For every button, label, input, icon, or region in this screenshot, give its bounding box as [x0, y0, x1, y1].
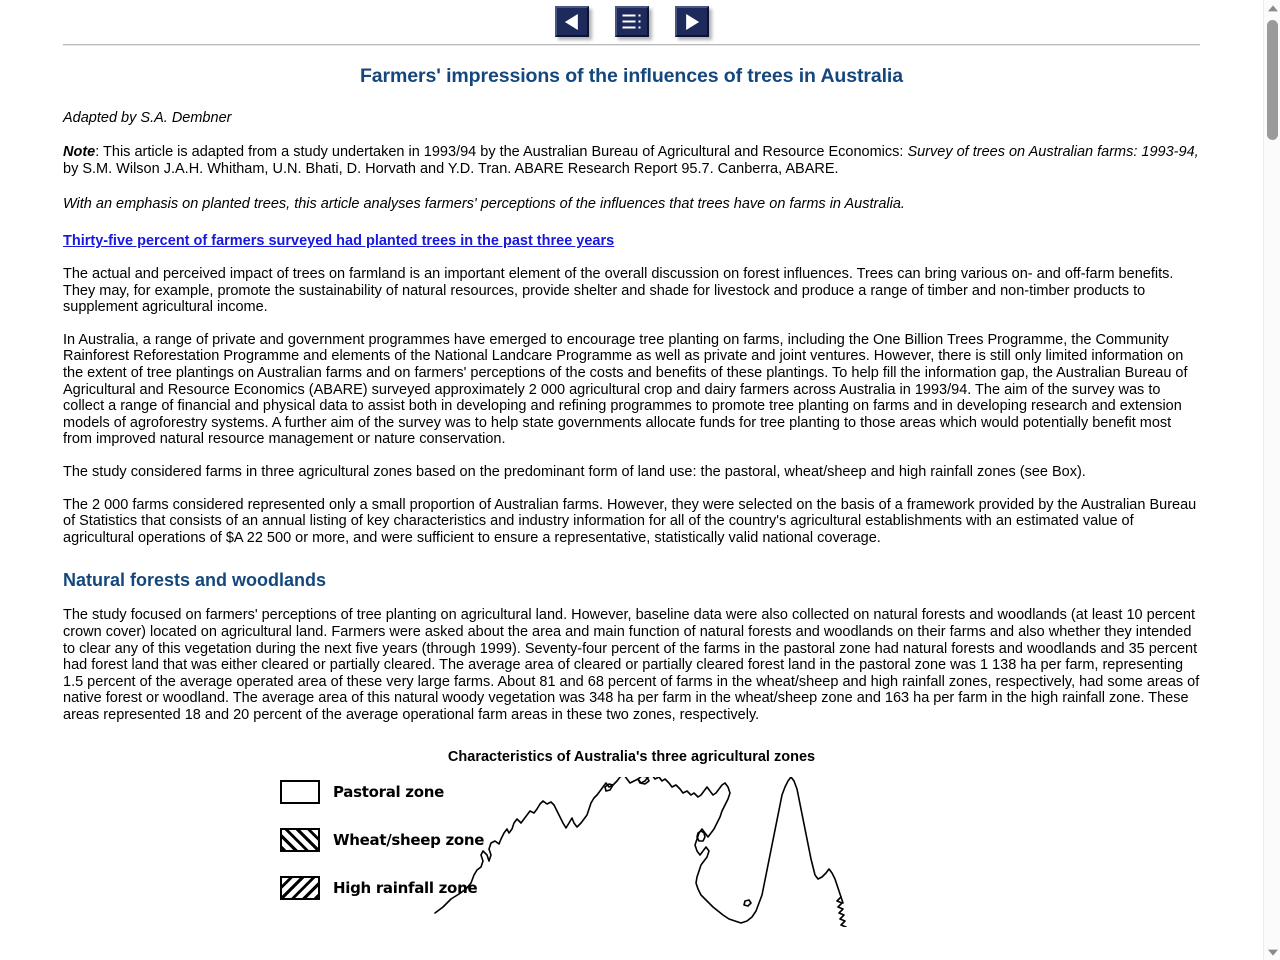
- scrollbar-thumb[interactable]: [1267, 20, 1278, 140]
- legend-swatch-pastoral-icon: [280, 780, 320, 804]
- triangle-right-icon: [686, 14, 699, 30]
- source-note: [63, 144, 1200, 178]
- section-anchor-link[interactable]: Thirty-five percent of farmers surveyed had planted trees in the past three years: [63, 233, 615, 249]
- note-italic-title: Survey of trees on Australian farms: 1993-94,: [907, 144, 1199, 160]
- note-text-part1: : This article is adapted from a study undertaken in 1993/94 by the Australian Bureau of Agricultural and Resource Economics:: [95, 144, 908, 160]
- legend-swatch-high-rainfall-icon: [280, 876, 320, 900]
- header-divider: [63, 44, 1200, 46]
- figure-caption: Characteristics of Australia's three agricultural zones: [447, 749, 816, 766]
- article-lede: With an emphasis on planted trees, this article analyses farmers' perceptions of the influences that trees have on farms in Australia.: [63, 196, 905, 212]
- byline: Adapted by S.A. Dembner: [63, 110, 232, 126]
- agricultural-zones-figure: [63, 777, 1200, 927]
- list-contents-icon: [622, 14, 641, 29]
- scroll-down-arrow-icon[interactable]: [1264, 943, 1280, 960]
- note-label: Note: [63, 144, 96, 160]
- triangle-left-icon: [564, 14, 577, 30]
- article-paragraph-4: The 2 000 farms considered represented only a small proportion of Australian farms. However, they were selected on the basis of a framework provided by the Australian Bureau of Statistics that consists of an annual listing of key characteristics and industry information for all of the country's agricultural establishments with an estimated value of agricultural operations of $A 22 500 or more, and were sufficient to ensure a representative, statistically valid national coverage.: [63, 496, 1197, 546]
- page-title: Farmers' impressions of the influences of trees in Australia: [360, 65, 903, 87]
- legend-swatch-wheat-sheep-icon: [280, 828, 320, 852]
- table-of-contents-button[interactable]: [615, 6, 649, 37]
- previous-page-button[interactable]: [555, 6, 589, 37]
- article-paragraph-1: The actual and perceived impact of trees on farmland is an important element of the overall discussion on forest influences. Trees can bring various on- and off-farm benefits. They may, for example, promote the sustainability of natural resources, provide shelter and shade for livestock and produce a range of timber and non-timber products to supplement agricultural income.: [63, 266, 1174, 316]
- article-content: [0, 65, 1263, 927]
- article-paragraph-3: The study considered farms in three agricultural zones based on the predominant form of land use: the pastoral, wheat/sheep and high rainfall zones (see Box).: [63, 463, 1086, 480]
- legend-label-wheat-sheep: Wheat/sheep zone: [333, 831, 485, 850]
- vertical-scrollbar[interactable]: [1263, 0, 1280, 960]
- next-page-button[interactable]: [675, 6, 709, 37]
- legend-label-high-rainfall: High rainfall zone: [333, 879, 478, 898]
- scroll-up-arrow-icon[interactable]: [1264, 0, 1280, 17]
- note-text-part2: by S.M. Wilson J.A.H. Whitham, U.N. Bhati, D. Horvath and Y.D. Tran. ABARE Research Report 95.7. Canberra, ABARE.: [63, 161, 839, 177]
- page-navigation-bar: [0, 0, 1263, 38]
- section-paragraph-1: The study focused on farmers' perceptions of tree planting on agricultural land. However, baseline data were also collected on natural forests and woodlands (at least 10 percent crown cover) located on agricultural land. Farmers were asked about the area and main function of natural forests and woodlands on their farms and also whether they intended to clear any of this vegetation during the next five years (through 1999). Seventy-four percent of the farms in the pastoral zone had natural forests and woodlands and 35 percent had forest land that was either cleared or partially cleared. The average area of cleared or partially cleared forest land in the pastoral zone was 1 138 ha per farm, representing 1.5 percent of the average operated area of these very large farms. About 81 and 68 percent of farms in the wheat/sheep and high rainfall zones, respectively, had some areas of native forest or woodland. The average area of this natural woody vegetation was 348 ha per farm in the wheat/sheep zone and 163 ha per farm in the high rainfall zone. These areas represented 18 and 20 percent of the average operational farm areas in these two zones, respectively.: [63, 607, 1200, 723]
- australia-outline-map: [433, 777, 853, 927]
- article-paragraph-2: In Australia, a range of private and government programmes have emerged to encourage tree planting on farms, including the One Billion Trees Programme, the Community Rainforest Reforestation Programme and elements of the National Landcare Programme as well as private and joint ventures. However, there is still only limited information on the extent of tree plantings on Australian farms and on farmers' perceptions of the costs and benefits of these plantings. To help fill the information gap, the Australian Bureau of Agricultural and Resource Economics (ABARE) surveyed approximately 2 000 agricultural crop and dairy farmers across Australia in 1993/94. The aim of the survey was to collect a range of financial and physical data to assist both in developing and refining programmes to promote tree planting on farms and in developing research and extension models of agroforestry systems. A further aim of the survey was to help state governments allocate funds for tree planting to those areas which would potentially benefit most from improved natural resource management or nature conservation.: [63, 331, 1188, 448]
- section-heading-natural-forests: Natural forests and woodlands: [63, 570, 327, 591]
- legend-label-pastoral: Pastoral zone: [333, 783, 444, 802]
